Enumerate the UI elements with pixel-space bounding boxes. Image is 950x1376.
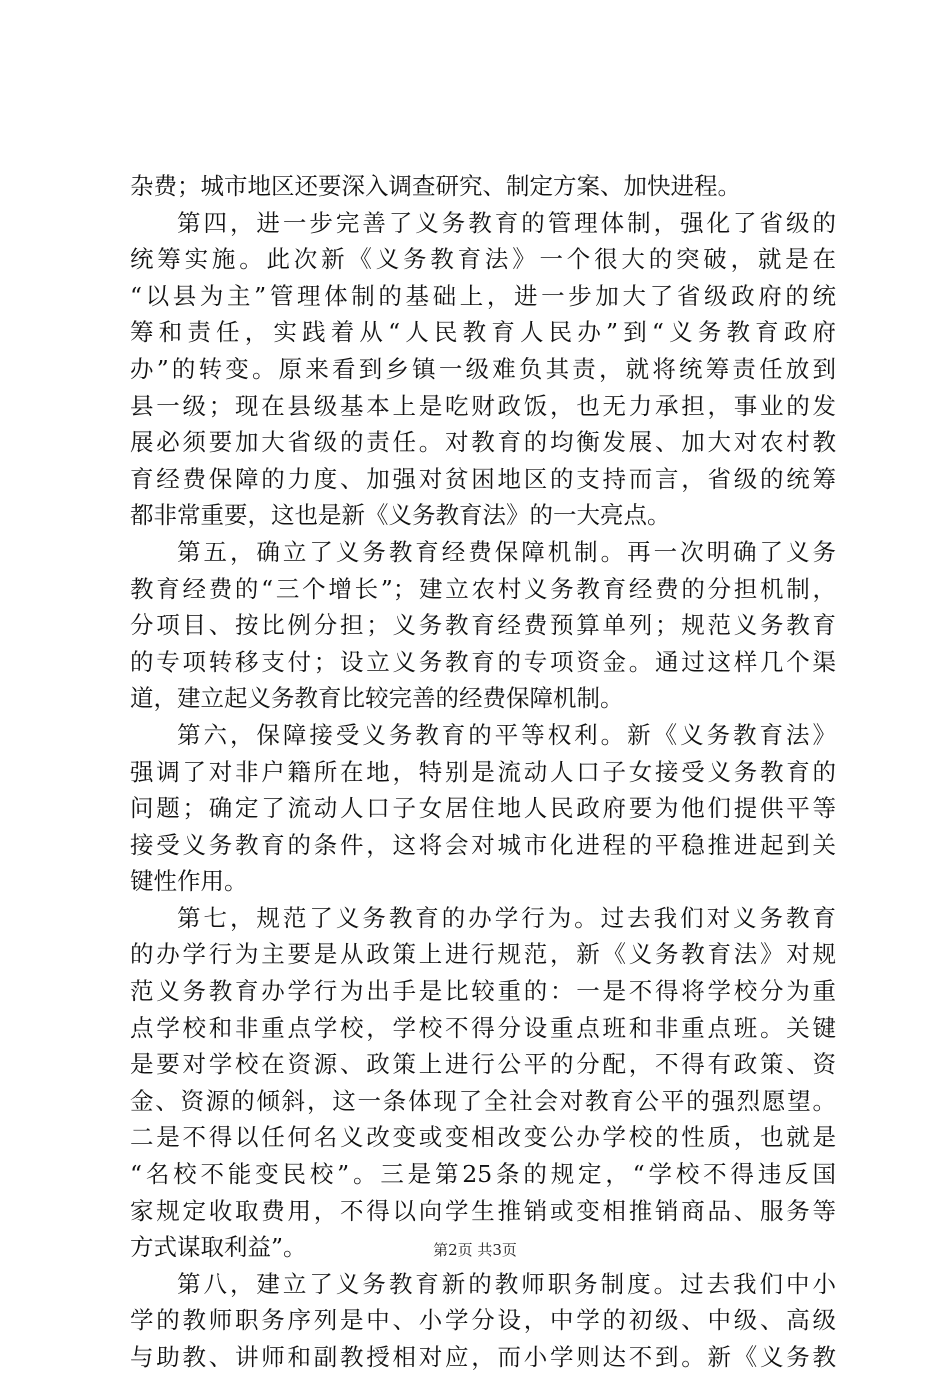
text-line: 育经费保障的力度、加强对贫困地区的支持而言，省级的统筹 — [130, 464, 836, 493]
text-line: 都非常重要，这也是新《义务教育法》的一大亮点。 — [130, 501, 671, 530]
paragraph-start-line: 第七，规范了义务教育的办学行为。过去我们对义务教育 — [177, 903, 836, 932]
text-line: 问题；确定了流动人口子女居住地人民政府要为他们提供平等 — [130, 794, 836, 823]
text-line: 键性作用。 — [130, 867, 248, 896]
text-line: 县一级；现在县级基本上是吃财政饭，也无力承担，事业的发 — [130, 391, 836, 420]
text-line: 的办学行为主要是从政策上进行规范，新《义务教育法》对规 — [130, 940, 836, 969]
text-line: 统筹实施。此次新《义务教育法》一个很大的突破，就是在 — [130, 245, 836, 274]
page-number-footer: 第2页 共3页 — [433, 1241, 517, 1259]
paragraph-start-line: 第六，保障接受义务教育的平等权利。新《义务教育法》 — [177, 720, 836, 749]
text-line: 与助教、讲师和副教授相对应，而小学则达不到。新《义务教 — [130, 1343, 836, 1371]
paragraph-start-line: 第五，确立了义务教育经费保障机制。再一次明确了义务 — [177, 537, 836, 566]
text-line: 家规定收取费用，不得以向学生推销或变相推销商品、服务等 — [130, 1196, 836, 1225]
text-line: 办”的转变。原来看到乡镇一级难负其责，就将统筹责任放到 — [130, 354, 836, 383]
text-line: 教育经费的“三个增长”；建立农村义务教育经费的分担机制， — [130, 574, 836, 603]
text-line: 的专项转移支付；设立义务教育的专项资金。通过这样几个渠 — [130, 647, 836, 676]
text-line: 方式谋取利益”。 — [130, 1233, 307, 1262]
text-line: 学的教师职务序列是中、小学分设，中学的初级、中级、高级 — [130, 1306, 836, 1335]
body-text — [130, 168, 836, 1376]
text-line: 道，建立起义务教育比较完善的经费保障机制。 — [130, 684, 624, 713]
text-line: “以县为主”管理体制的基础上，进一步加大了省级政府的统 — [130, 281, 836, 310]
text-line: 筹和责任，实践着从“人民教育人民办”到“义务教育政府 — [130, 318, 836, 347]
text-line: 点学校和非重点学校，学校不得分设重点班和非重点班。关键 — [130, 1013, 836, 1042]
text-line: 二是不得以任何名义改变或变相改变公办学校的性质，也就是 — [130, 1123, 836, 1152]
text-line: 杂费；城市地区还要深入调查研究、制定方案、加快进程。 — [130, 172, 741, 200]
text-line: 强调了对非户籍所在地，特别是流动人口子女接受义务教育的 — [130, 757, 836, 786]
text-line: 分项目、按比例分担；义务教育经费预算单列；规范义务教育 — [130, 611, 836, 640]
text-line: 范义务教育办学行为出手是比较重的：一是不得将学校分为重 — [130, 977, 836, 1006]
text-line: 展必须要加大省级的责任。对教育的均衡发展、加大对农村教 — [130, 428, 836, 457]
text-line: 是要对学校在资源、政策上进行公平的分配，不得有政策、资 — [130, 1050, 836, 1079]
paragraph-start-line: 第四，进一步完善了义务教育的管理体制，强化了省级的 — [177, 208, 836, 237]
paragraph-start-line: 第八，建立了义务教育新的教师职务制度。过去我们中小 — [177, 1269, 836, 1298]
text-line: 金、资源的倾斜，这一条体现了全社会对教育公平的强烈愿望。 — [130, 1086, 836, 1115]
text-line: “名校不能变民校”。三是第25条的规定，“学校不得违反国 — [130, 1160, 836, 1189]
text-line: 接受义务教育的条件，这将会对城市化进程的平稳推进起到关 — [130, 830, 836, 859]
